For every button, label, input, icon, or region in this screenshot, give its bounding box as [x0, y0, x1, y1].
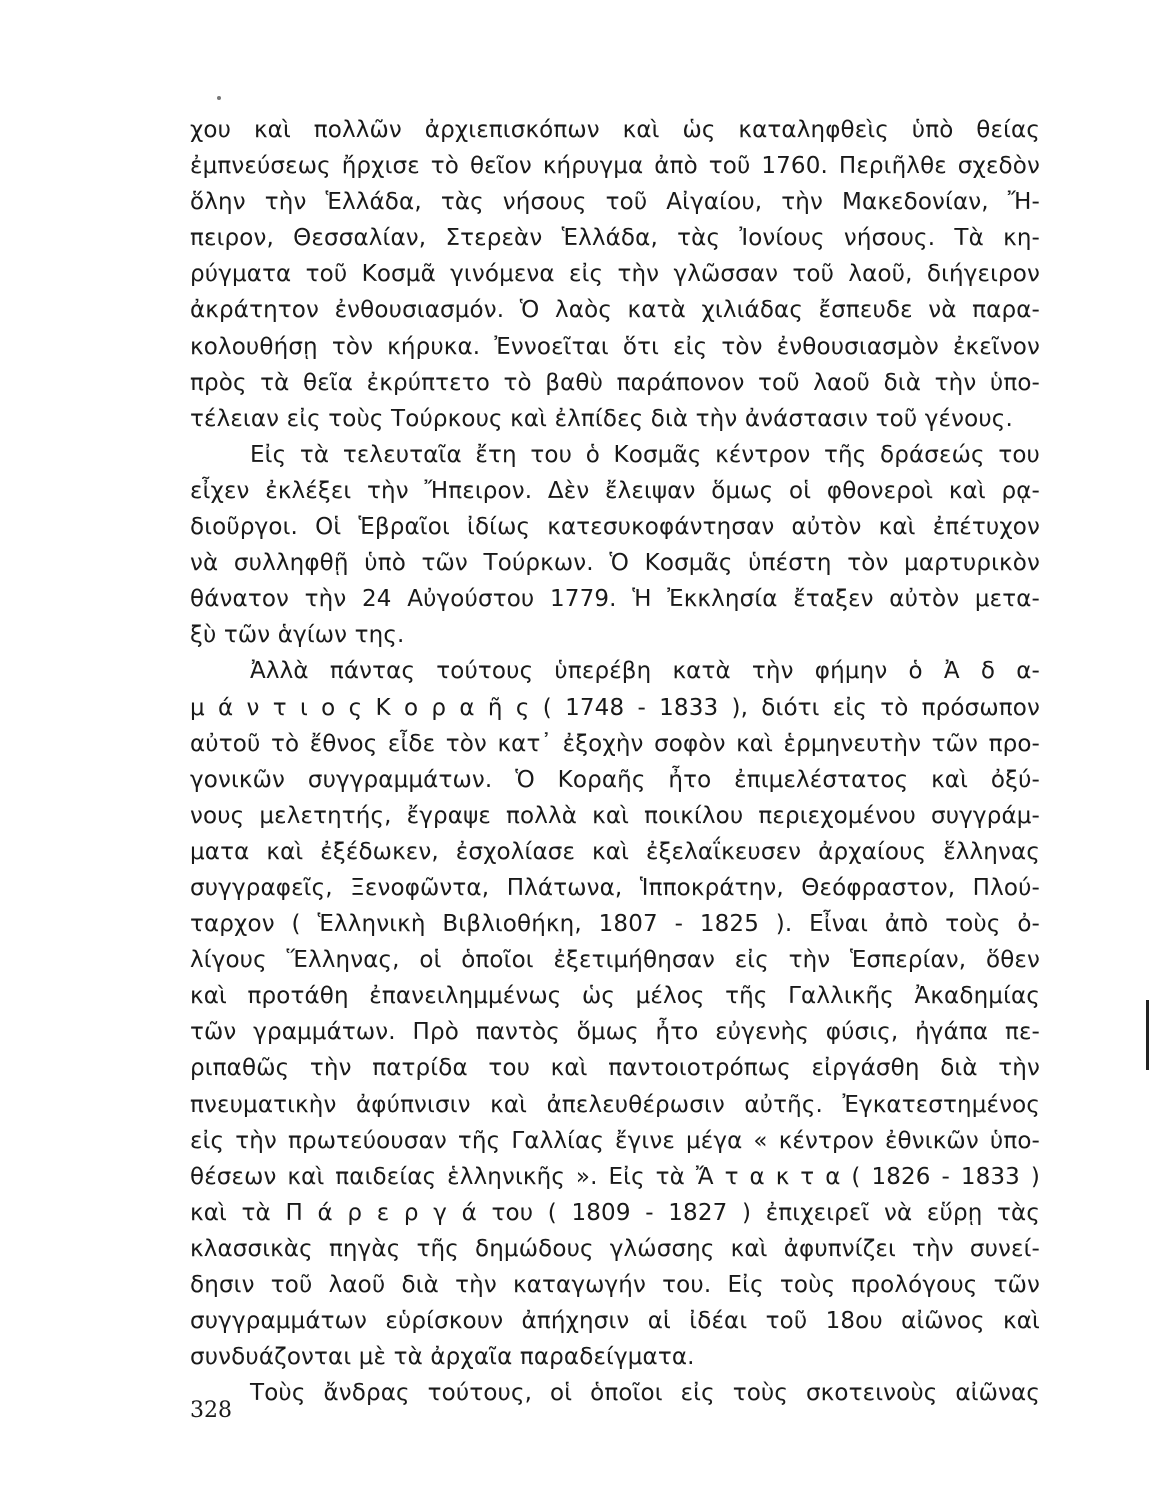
text-line: αὐτοῦ τὸ ἔθνος εἶδε τὸν κατ᾽ ἐξοχὴν σοφὸν καὶ ἑρμηνευτὴν τῶν προ- [190, 730, 1040, 757]
text-line: καὶ προτάθη ἐπανειλημμένως ὡς μέλος τῆς Γαλλικῆς Ἀκαδημίας [190, 983, 1040, 1010]
text-line: εἰς τὴν πρωτεύουσαν τῆς Γαλλίας ἔγινε μέγα « κέντρον ἐθνικῶν ὑπο- [190, 1127, 1040, 1154]
text-line: λίγους Ἕλληνας, οἱ ὁποῖοι ἐξετιμήθησαν εἰς τὴν Ἑσπερίαν, ὅθεν [190, 947, 1040, 974]
text-line: πνευματικὴν ἀφύπνισιν καὶ ἀπελευθέρωσιν αὐτῆς. Ἐγκατεστημένος [190, 1091, 1040, 1118]
text-line: ρύγματα τοῦ Κοσμᾶ γινόμενα εἰς τὴν γλῶσσαν τοῦ λαοῦ, διήγειρον [190, 261, 1040, 288]
text-line: ἐμπνεύσεως ἤρχισε τὸ θεῖον κήρυγμα ἀπὸ τοῦ 1760. Περιῆλθε σχεδὸν [190, 153, 1040, 180]
text-line: θάνατον τὴν 24 Αὐγούστου 1779. Ἡ Ἐκκλησία ἔταξεν αὐτὸν μετα- [190, 586, 1040, 613]
text-line: ἀκράτητον ἐνθουσιασμόν. Ὁ λαὸς κατὰ χιλιάδας ἔσπευδε νὰ παρα- [190, 297, 1040, 324]
text-line: θέσεων καὶ παιδείας ἑλληνικῆς ». Εἰς τὰ Ἄ τ α κ τ α ( 1826 - 1833 ) [190, 1163, 1040, 1190]
text-line: κολουθήσῃ τὸν κήρυκα. Ἐννοεῖται ὅτι εἰς τὸν ἐνθουσιασμὸν ἐκεῖνον [190, 333, 1040, 360]
text-line: συνδυάζονται μὲ τὰ ἀρχαῖα παραδείγματα. [190, 1344, 695, 1371]
text-line: Ἀλλὰ πάντας τούτους ὑπερέβη κατὰ τὴν φήμην ὁ Ἀ δ α- [250, 658, 1040, 685]
text-line: γονικῶν συγγραμμάτων. Ὁ Κοραῆς ἦτο ἐπιμελέστατος καὶ ὀξύ- [190, 766, 1040, 793]
page-number: 328 [190, 1398, 232, 1423]
text-line: ὅλην τὴν Ἑλλάδα, τὰς νήσους τοῦ Αἰγαίου, τὴν Μακεδονίαν, Ἤ- [190, 189, 1040, 216]
text-line: ριπαθῶς τὴν πατρίδα του καὶ παντοιοτρόπως εἰργάσθη διὰ τὴν [190, 1055, 1040, 1082]
text-line: ματα καὶ ἐξέδωκεν, ἐσχολίασε καὶ ἐξελαΐκευσεν ἀρχαίους ἕλληνας [190, 838, 1040, 865]
text-line: κλασσικὰς πηγὰς τῆς δημώδους γλώσσης καὶ ἀφυπνίζει τὴν συνεί- [190, 1235, 1040, 1262]
text-line: χου καὶ πολλῶν ἀρχιεπισκόπων καὶ ὡς καταληφθεὶς ὑπὸ θείας [190, 117, 1040, 143]
text-line: ξὺ τῶν ἁγίων της. [190, 622, 405, 649]
text-line: συγγραμμάτων εὑρίσκουν ἀπήχησιν αἱ ἰδέαι τοῦ 18ου αἰῶνος καὶ [190, 1308, 1040, 1335]
text-line: τέλειαν εἰς τοὺς Τούρκους καὶ ἐλπίδες διὰ τὴν ἀνάστασιν τοῦ γένους. [190, 405, 1013, 432]
text-line: πρὸς τὰ θεῖα ἐκρύπτετο τὸ βαθὺ παράπονον τοῦ λαοῦ διὰ τὴν ὑπο- [190, 369, 1040, 396]
text-line: μ ά ν τ ι ο ς Κ ο ρ α ῆ ς ( 1748 - 1833 ), διότι εἰς τὸ πρόσωπον [190, 694, 1040, 721]
scan-edge-mark [1146, 1000, 1149, 1070]
ink-speck [217, 96, 221, 100]
text-line: νὰ συλληφθῇ ὑπὸ τῶν Τούρκων. Ὁ Κοσμᾶς ὑπέστη τὸν μαρτυρικὸν [190, 550, 1040, 577]
text-line: νους μελετητής, ἔγραψε πολλὰ καὶ ποικίλου περιεχομένου συγγράμ- [190, 802, 1040, 829]
body-text [190, 112, 1040, 1411]
text-line: διοῦργοι. Οἱ Ἑβραῖοι ἰδίως κατεσυκοφάντησαν αὐτὸν καὶ ἐπέτυχον [190, 514, 1040, 541]
text-line: ταρχον ( Ἑλληνικὴ Βιβλιοθήκη, 1807 - 1825 ). Εἶναι ἀπὸ τοὺς ὀ- [190, 911, 1040, 938]
text-line: Τοὺς ἄνδρας τούτους, οἱ ὁποῖοι εἰς τοὺς σκοτεινοὺς αἰῶνας [250, 1380, 1040, 1407]
text-line: δησιν τοῦ λαοῦ διὰ τὴν καταγωγήν του. Εἰς τοὺς προλόγους τῶν [190, 1272, 1040, 1298]
text-line: καὶ τὰ Π ά ρ ε ρ γ ά του ( 1809 - 1827 ) ἐπιχειρεῖ νὰ εὕρῃ τὰς [190, 1199, 1040, 1226]
text-line: εἶχεν ἐκλέξει τὴν Ἤπειρον. Δὲν ἔλειψαν ὅμως οἱ φθονεροὶ καὶ ρᾳ- [190, 477, 1040, 504]
text-line: συγγραφεῖς, Ξενοφῶντα, Πλάτωνα, Ἱπποκράτην, Θεόφραστον, Πλού- [190, 874, 1040, 901]
text-line: Εἰς τὰ τελευταῖα ἔτη του ὁ Κοσμᾶς κέντρον τῆς δράσεώς του [250, 441, 1040, 468]
text-line: πειρον, Θεσσαλίαν, Στερεὰν Ἑλλάδα, τὰς Ἰονίους νήσους. Τὰ κη- [190, 225, 1040, 252]
text-line: τῶν γραμμάτων. Πρὸ παντὸς ὅμως ἦτο εὐγενὴς φύσις, ἠγάπα πε- [190, 1019, 1040, 1046]
